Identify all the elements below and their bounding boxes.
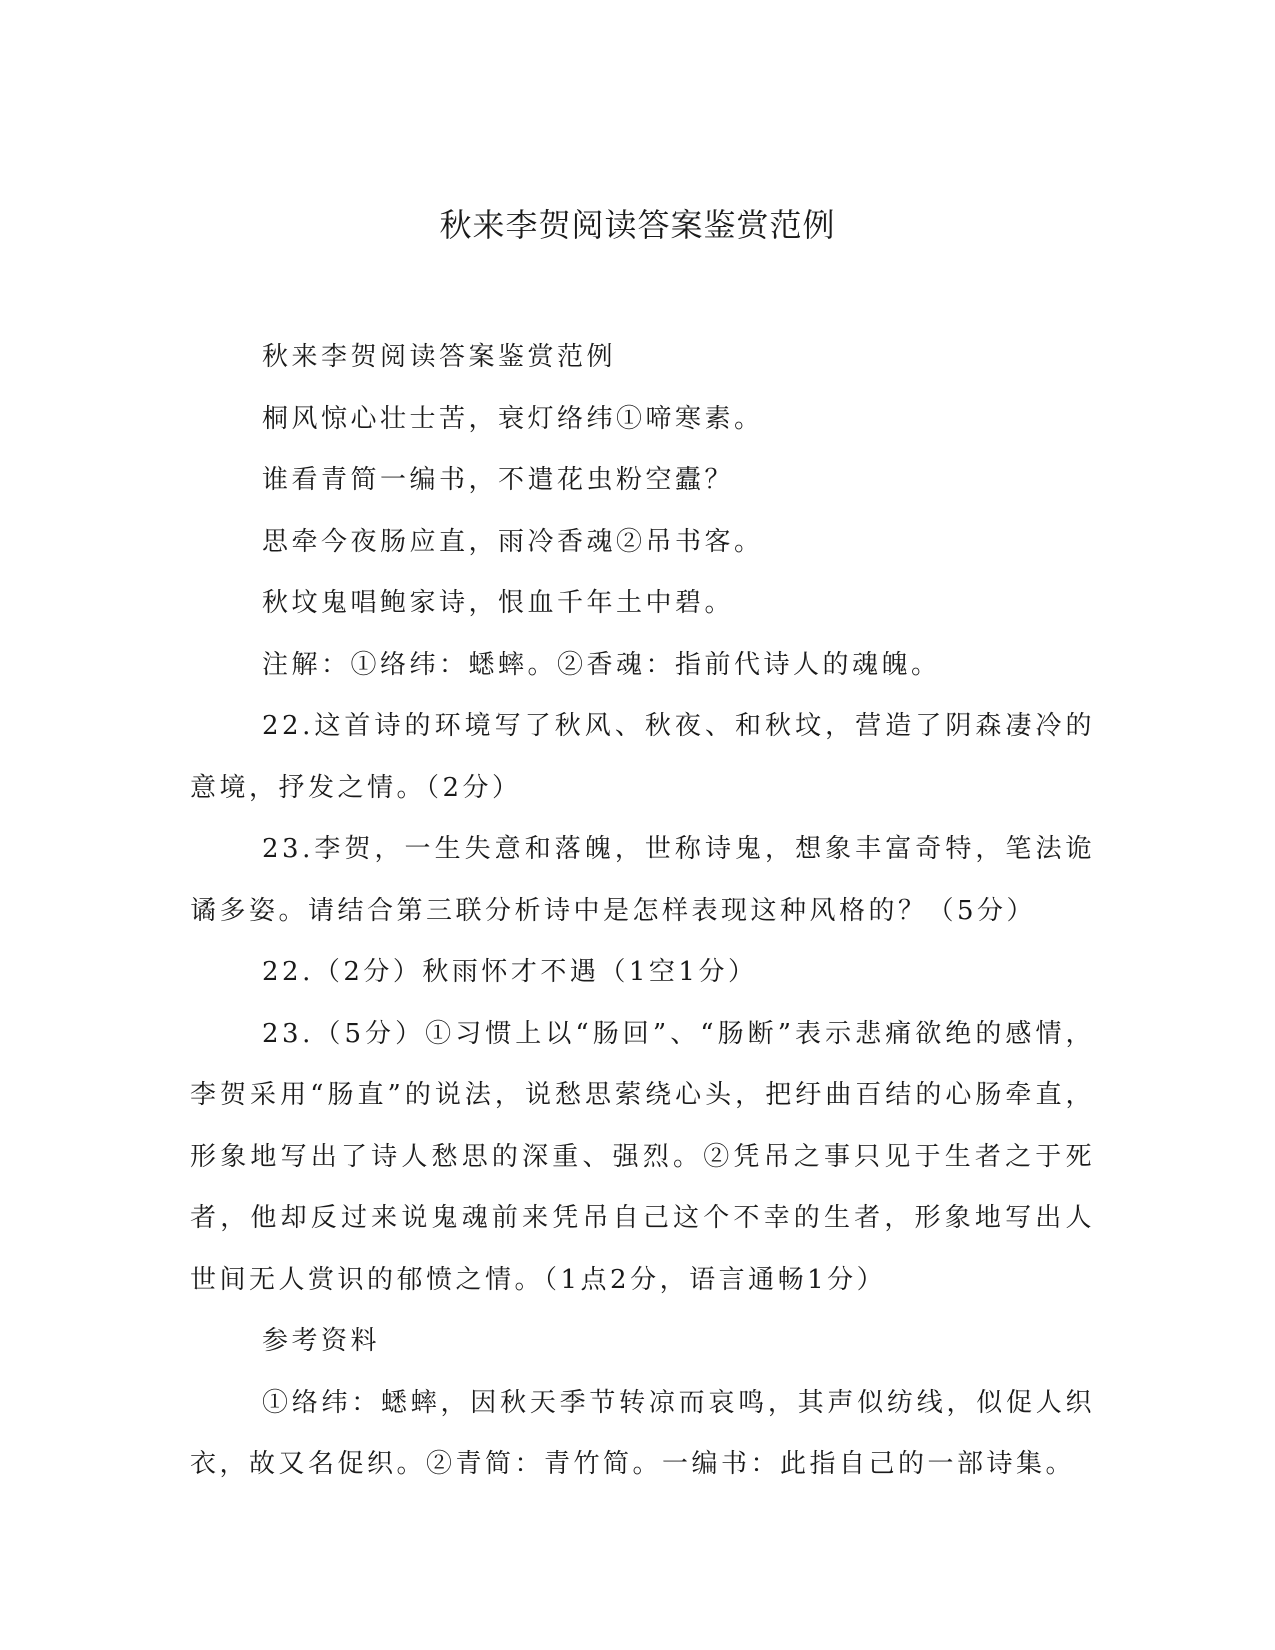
document-body <box>190 327 1095 1496</box>
reference-paragraph: ①络纬：蟋蟀，因秋天季节转凉而哀鸣，其声似纺线，似促人织衣，故又名促织。②青简：青竹简。一编书：此指自己的一部诗集。 <box>190 1387 1095 1479</box>
answer-23: 23.（5分）①习惯上以“肠回”、“肠断”表示悲痛欲绝的感情，李贺采用“肠直”的说法，说愁思萦绕心头，把纡曲百结的心肠牵直，形象地写出了诗人愁思的深重、强烈。②凭吊之事只见于生者之于死者，他却反过来说鬼魂前来凭吊自己这个不幸的生者，形象地写出人世间无人赏识的郁愤之情。（1点2分，语言通畅1分） <box>190 1018 1095 1295</box>
poem-line-3: 思牵今夜肠应直，雨冷香魂②吊书客。 <box>262 526 764 557</box>
answer-22: 22.（2分）秋雨怀才不遇（1空1分） <box>262 957 758 987</box>
reference-heading: 参考资料 <box>262 1326 381 1356</box>
poem-line-1: 桐风惊心壮士苦，衰灯络纬①啼寒素。 <box>262 403 764 434</box>
question-22: 22.这首诗的环境写了秋风、秋夜、和秋坟，营造了阴森凄冷的意境，抒发之情。（2分） <box>190 711 1095 803</box>
subtitle-paragraph: 秋来李贺阅读答案鉴赏范例 <box>262 342 617 372</box>
poem-line-4: 秋坟鬼唱鲍家诗，恨血千年土中碧。 <box>262 588 735 618</box>
poem-line-2: 谁看青简一编书，不遣花虫粉空蠹？ <box>262 465 735 495</box>
annotation-paragraph: 注解：①络纬：蟋蟀。②香魂：指前代诗人的魂魄。 <box>262 649 941 680</box>
document-title: 秋来李贺阅读答案鉴赏范例 <box>439 206 836 244</box>
question-23: 23.李贺，一生失意和落魄，世称诗鬼，想象丰富奇特，笔法诡谲多姿。请结合第三联分析诗中是怎样表现这种风格的？（5分） <box>190 834 1095 926</box>
